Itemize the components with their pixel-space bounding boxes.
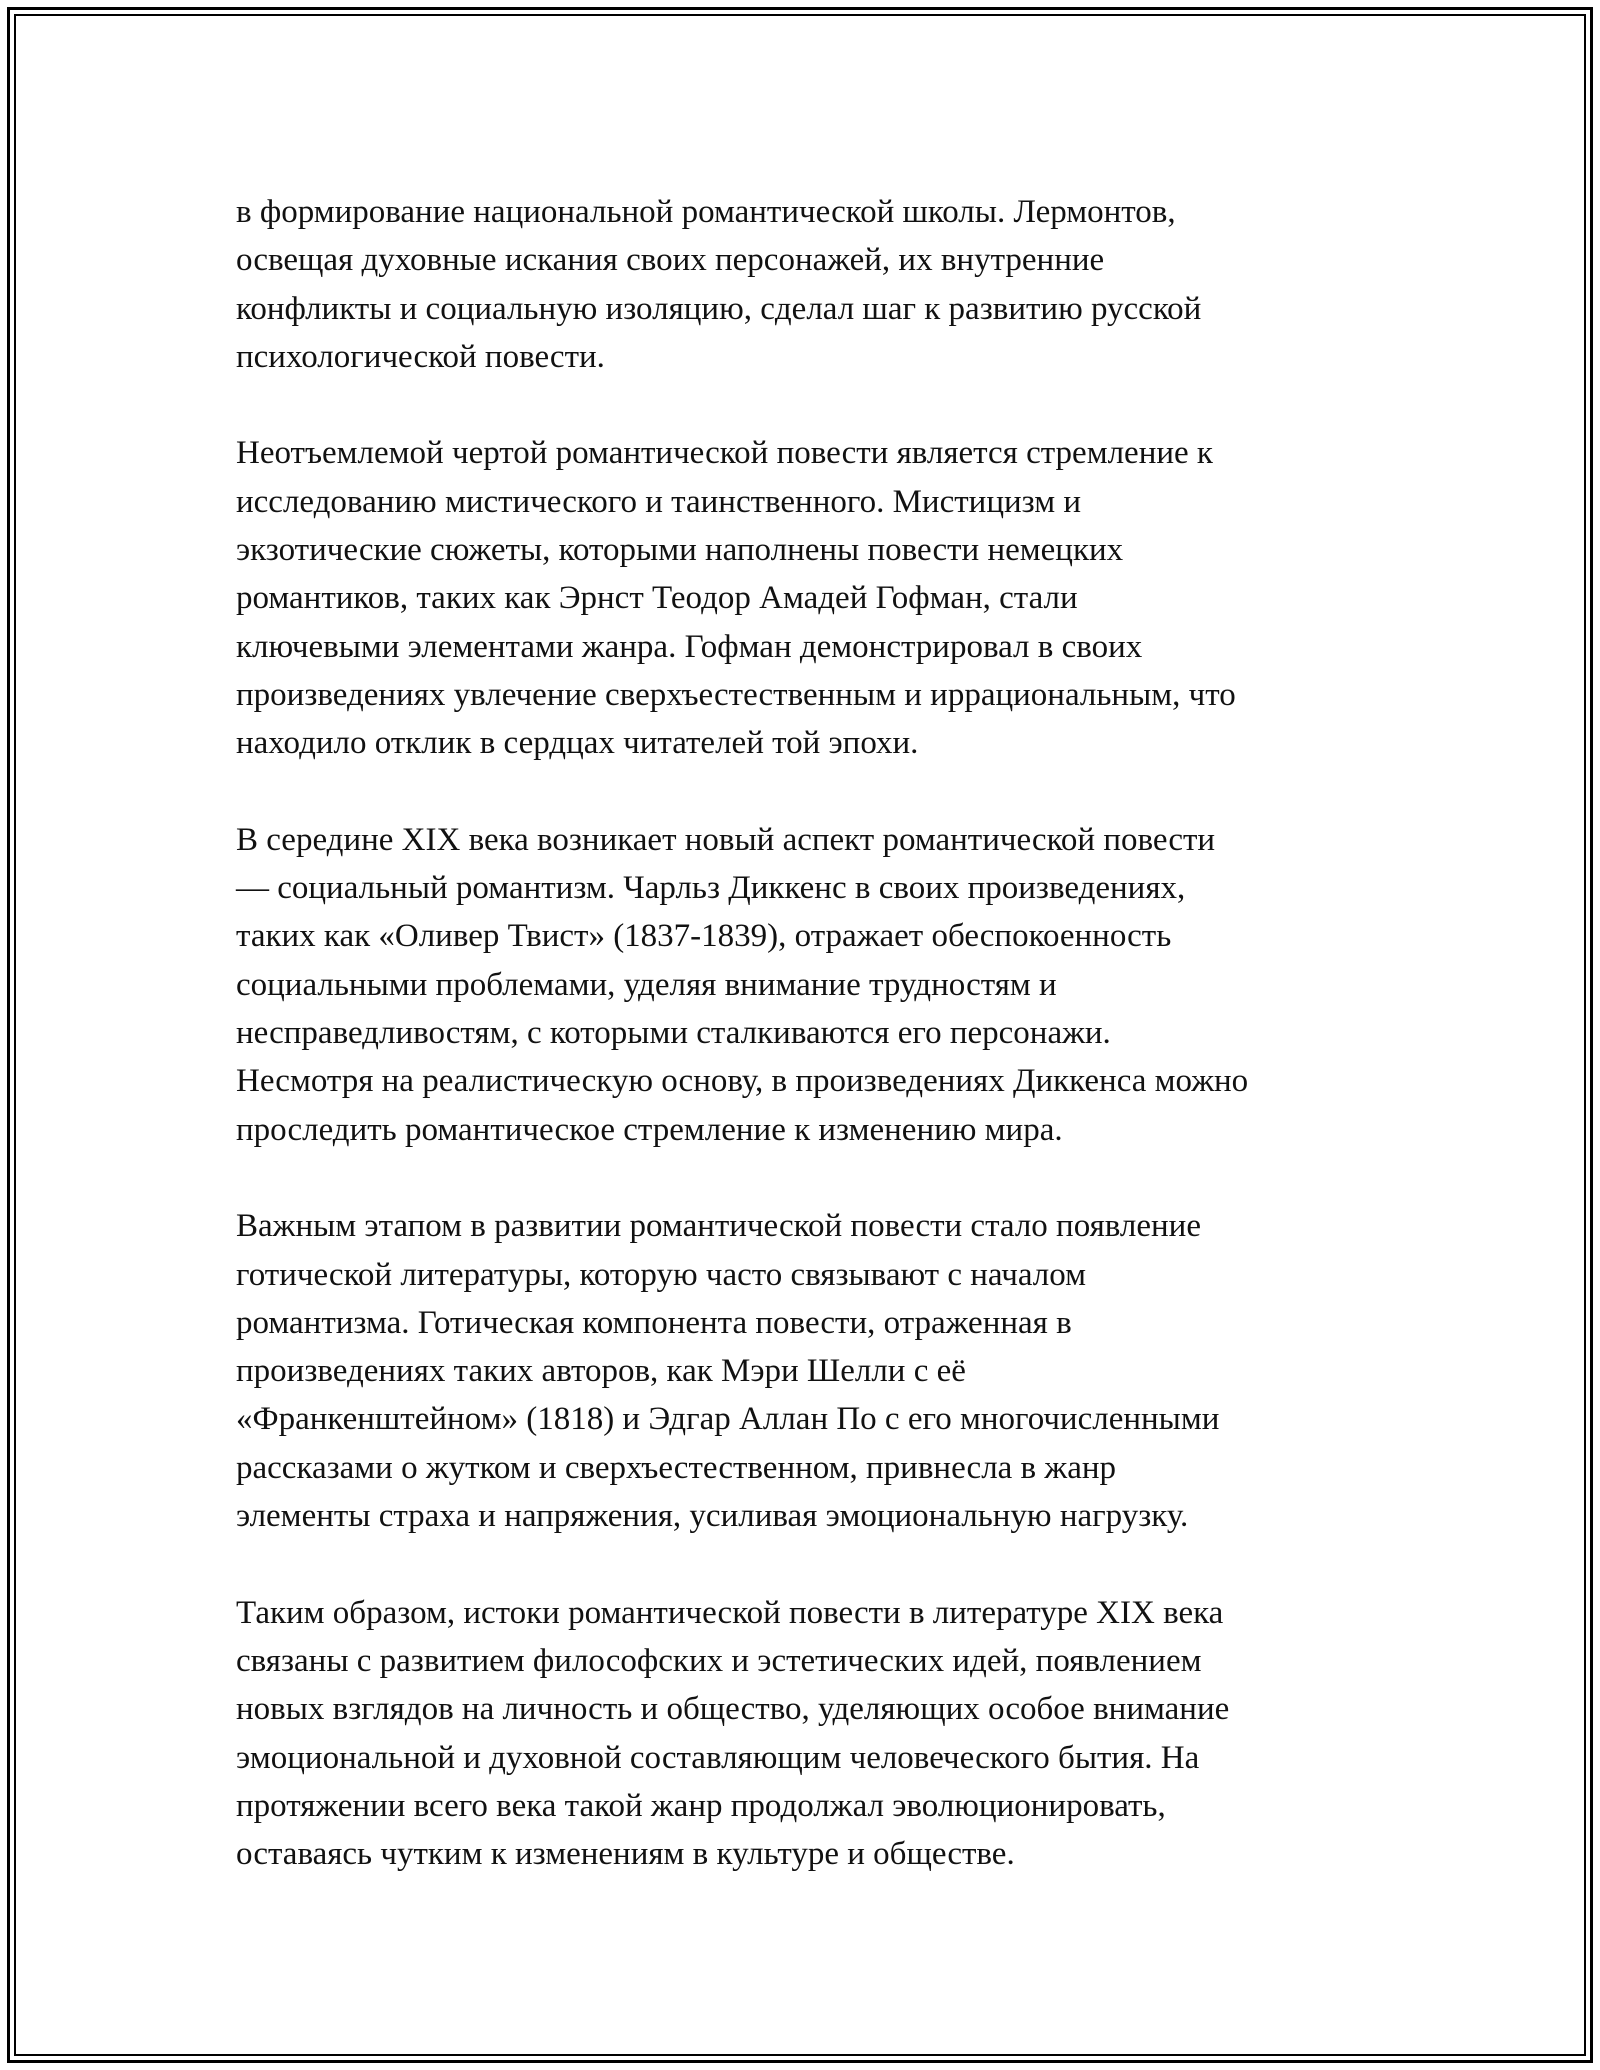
text-line: романтизма. Готическая компонента повести, отраженная в xyxy=(236,1304,1072,1341)
text-line: готической литературы, которую часто связывают с началом xyxy=(236,1256,1086,1293)
text-line: оставаясь чутким к изменениям в культуре и обществе. xyxy=(236,1836,1015,1873)
paragraph-1 xyxy=(236,188,1376,381)
paragraph-5 xyxy=(236,1589,1376,1879)
text-line: проследить романтическое стремление к изменению мира. xyxy=(236,1111,1063,1148)
paragraph-4 xyxy=(236,1202,1376,1540)
text-line: исследованию мистического и таинственного. Мистицизм и xyxy=(236,483,1081,520)
text-line: — социальный романтизм. Чарльз Диккенс в своих произведениях, xyxy=(236,870,1186,907)
text-line: психологической повести. xyxy=(236,338,605,375)
text-line: романтиков, таких как Эрнст Теодор Амадей Гофман, стали xyxy=(236,580,1078,617)
text-line: протяжении всего века такой жанр продолжал эволюционировать, xyxy=(236,1787,1166,1824)
text-line: произведениях увлечение сверхъестественным и иррациональным, что xyxy=(236,676,1236,713)
text-line: находило отклик в сердцах читателей той эпохи. xyxy=(236,725,919,762)
text-line: ключевыми элементами жанра. Гофман демонстрировал в своих xyxy=(236,628,1143,665)
document-body xyxy=(236,188,1376,1927)
text-line: Неотъемлемой чертой романтической повести является стремление к xyxy=(236,435,1213,472)
text-line: социальными проблемами, уделяя внимание трудностям и xyxy=(236,966,1057,1003)
paragraph-2 xyxy=(236,429,1376,767)
text-line: элементы страха и напряжения, усиливая эмоциональную нагрузку. xyxy=(236,1498,1189,1535)
text-line: освещая духовные искания своих персонажей, их внутренние xyxy=(236,242,1105,279)
text-line: в формирование национальной романтической школы. Лермонтов, xyxy=(236,194,1176,230)
text-line: Важным этапом в развитии романтической повести стало появление xyxy=(236,1208,1201,1245)
text-line: несправедливостям, с которыми сталкиваются его персонажи. xyxy=(236,1015,1111,1052)
text-line: Несмотря на реалистическую основу, в произведениях Диккенса можно xyxy=(236,1063,1249,1100)
text-line: рассказами о жутком и сверхъестественном, привнесла в жанр xyxy=(236,1449,1116,1486)
text-line: новых взглядов на личность и общество, уделяющих особое внимание xyxy=(236,1691,1230,1728)
text-line: В середине XIX века возникает новый аспект романтической повести xyxy=(236,821,1216,858)
text-line: Таким образом, истоки романтической повести в литературе XIX века xyxy=(236,1594,1224,1631)
text-line: связаны с развитием философских и эстетических идей, появлением xyxy=(236,1642,1202,1679)
text-line: «Франкенштейном» (1818) и Эдгар Аллан По с его многочисленными xyxy=(236,1401,1220,1438)
text-line: произведениях таких авторов, как Мэри Шелли с её xyxy=(236,1353,966,1390)
text-line: конфликты и социальную изоляцию, сделал шаг к развитию русской xyxy=(236,290,1202,327)
text-line: экзотические сюжеты, которыми наполнены повести немецких xyxy=(236,532,1124,569)
text-line: эмоциональной и духовной составляющим человеческого бытия. На xyxy=(236,1739,1200,1776)
paragraph-3 xyxy=(236,816,1376,1154)
text-line: таких как «Оливер Твист» (1837-1839), отражает обеспокоенность xyxy=(236,918,1172,955)
